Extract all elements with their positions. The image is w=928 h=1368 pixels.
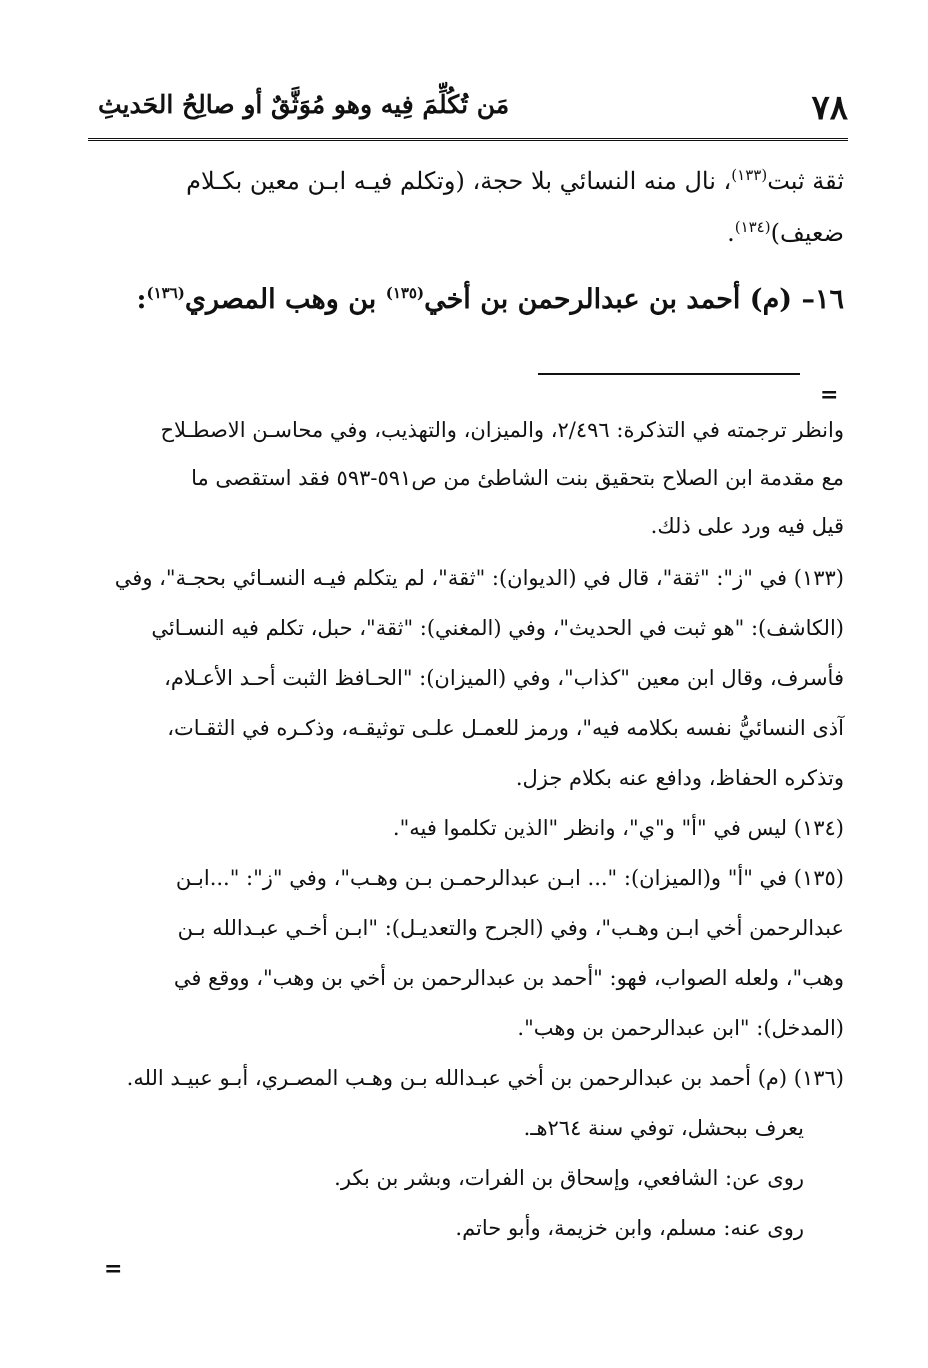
footnote-136-line: روى عن: الشافعي، وإسحاق بن الفرات، وبشر بن بكر.: [334, 1166, 804, 1190]
entry-heading-middle: بن وهب المصري: [184, 284, 386, 315]
footnote-cont-line: وانظر ترجمته في التذكرة: ٢/٤٩٦، والميزان، والتهذيب، وفي محاسـن الاصطـلاح: [160, 418, 844, 442]
main-line-1-end: ، نال منه النسائي بلا حجة، (وتكلم فيـه ابـن معين بكـلام: [186, 167, 732, 195]
continuation-mark-bottom: =: [104, 1256, 123, 1282]
entry-heading-end: :: [136, 284, 147, 315]
entry-heading-start: ١٦– (م) أحمد بن عبدالرحمن بن أخي: [424, 284, 844, 315]
footnote-133-line: (الكاشف): "هو ثبت في الحديث"، وفي (المغني): "ثقة"، حبل، تكلم فيه النسـائي: [151, 616, 844, 640]
footnote-135-line: (المدخل): "ابن عبدالرحمن بن وهب".: [517, 1016, 844, 1040]
continuation-mark-top: =: [820, 382, 839, 408]
note-ref-133[interactable]: (١٣٣): [731, 166, 768, 184]
note-ref-134[interactable]: (١٣٤): [734, 218, 771, 236]
footnote-134-line: (١٣٤) ليس في "أ" و"ي"، وانظر "الذين تكلموا فيه".: [392, 816, 844, 840]
footnote-cont-line: مع مقدمة ابن الصلاح بتحقيق بنت الشاطئ من ص٥٩١-٥٩٣ فقد استقصى ما: [191, 466, 844, 490]
footnote-133-line: وتذكره الحفاظ، ودافع عنه بكلام جزل.: [515, 766, 844, 790]
footnote-136-line: (١٣٦) (م) أحمد بن عبدالرحمن بن أخي عبـدالله بـن وهـب المصـري، أبـو عبيـد الله.: [126, 1066, 844, 1090]
main-line-2-end: .: [727, 219, 735, 247]
footnote-133-line: فأسرف، وقال ابن معين "كذاب"، وفي (الميزان): "الحـافظ الثبت أحـد الأعـلام،: [164, 666, 844, 690]
footnote-133-line: (١٣٣) في "ز": "ثقة"، قال في (الديوان): "ثقة"، لم يتكلم فيـه النسـائي بحجـة"، وفي: [114, 566, 844, 590]
footnote-133-line: آذى النسائيُّ نفسه بكلامه فيه"، ورمز للعمـل علـى توثيقـه، وذكـره في الثقـات،: [167, 716, 844, 740]
page-header: [88, 82, 848, 136]
entry-heading: [98, 284, 844, 315]
footnote-136-line: روى عنه: مسلم، وابن خزيمة، وأبو حاتم.: [455, 1216, 804, 1240]
footnote-135-line: (١٣٥) في "أ" و(الميزان): "... ابـن عبدالرحمـن بـن وهـب"، وفي "ز": "...ابـن: [175, 866, 844, 890]
main-text: [98, 160, 844, 360]
main-line-1-start: ثقة ثبت: [767, 167, 844, 195]
main-line-2: [98, 218, 844, 247]
note-ref-136[interactable]: (١٣٦): [146, 284, 185, 302]
footnote-136-line: يعرف ببحشل، توفي سنة ٢٦٤هـ.: [523, 1116, 804, 1140]
main-line-2-start: ضعيف): [770, 219, 844, 247]
running-title: مَن تُكُلِّمَ فِيه وهو مُوَثَّقٌ أو صالِحُ الحَديثِ: [98, 90, 510, 119]
footnote-135-line: عبدالرحمن أخي ابـن وهـب"، وفي (الجرح والتعديـل): "ابـن أخـي عبـدالله بـن: [177, 916, 844, 940]
note-ref-135[interactable]: (١٣٥): [385, 284, 425, 302]
main-line-1: [98, 166, 844, 195]
footnote-135-line: وهب"، ولعله الصواب، فهو: "أحمد بن عبدالرحمن بن أخي بن وهب"، ووقع في: [173, 966, 844, 990]
header-rule: [88, 138, 848, 141]
footnote-separator: [538, 373, 800, 375]
page-number: ٧٨: [811, 88, 848, 128]
footnotes: [98, 418, 844, 1318]
footnote-cont-line: قيل فيه ورد على ذلك.: [650, 514, 844, 538]
